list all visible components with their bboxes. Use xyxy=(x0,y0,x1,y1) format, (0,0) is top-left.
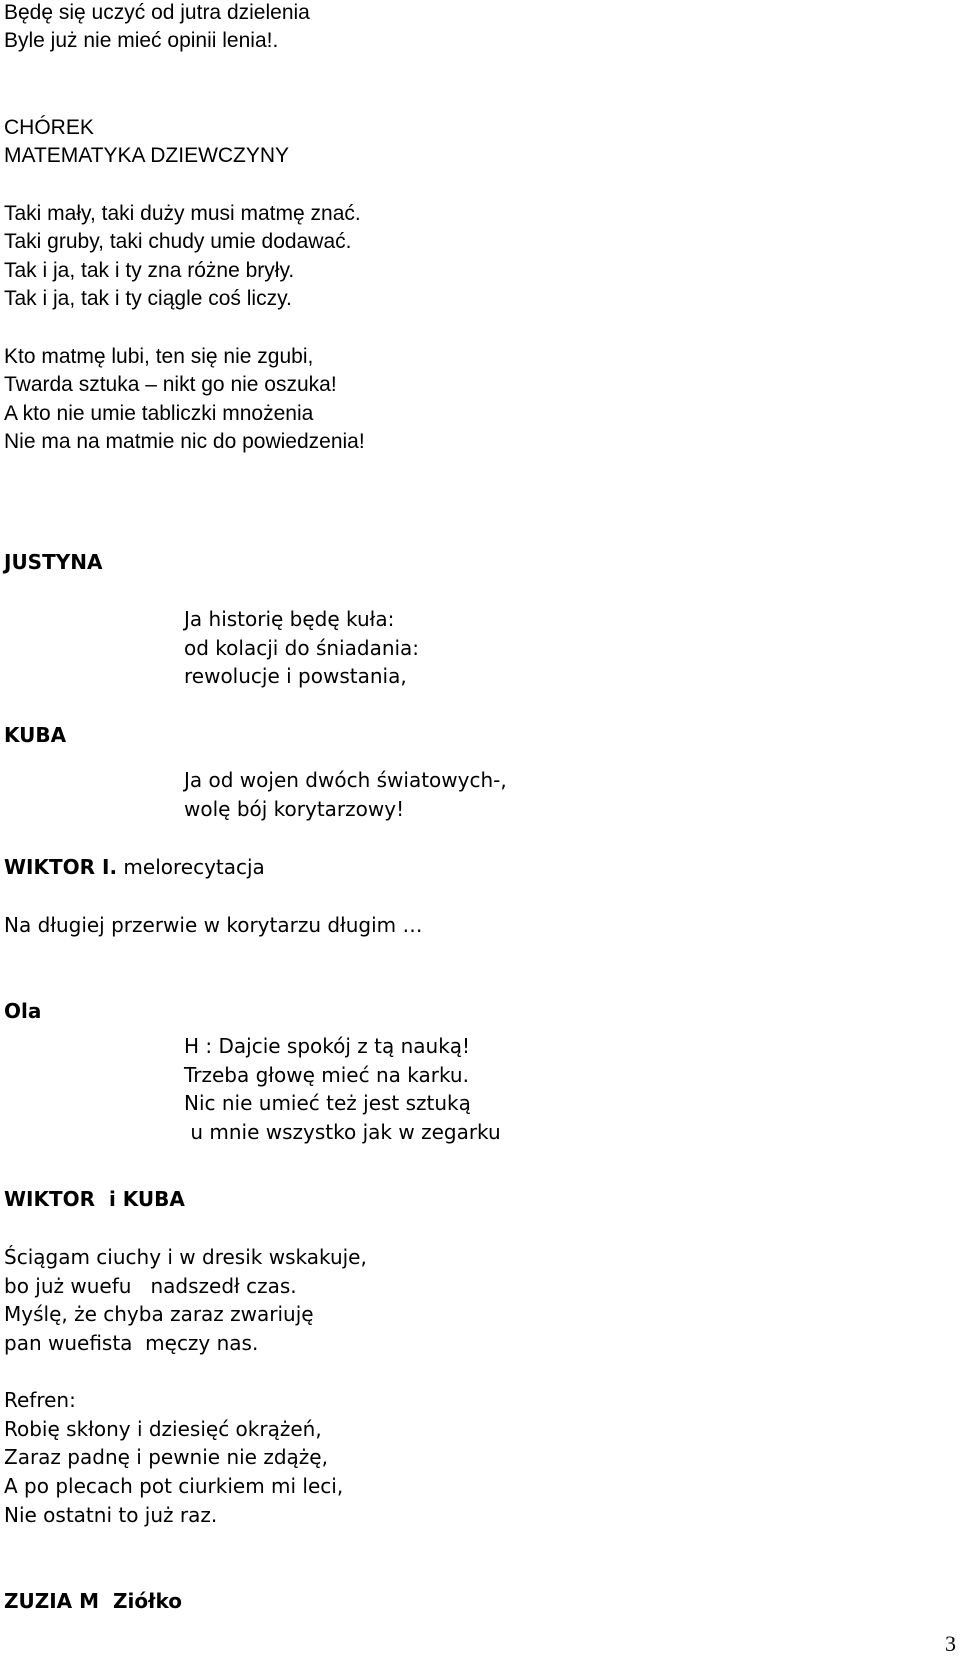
speaker-ola: Ola xyxy=(4,999,42,1023)
speaker-wiktor-row xyxy=(4,857,265,877)
speaker-wiktor-kuba: WIKTOR i KUBA xyxy=(4,1187,185,1211)
kuba-line-1: Ja od wojen dwóch światowych-, xyxy=(184,768,507,792)
justyna-line-2: od kolacji do śniadania: xyxy=(184,636,420,660)
intro-line-1: Będę się uczyć od jutra dzielenia xyxy=(4,1,310,24)
ola-line-1: H : Dajcie spokój z tą nauką! xyxy=(184,1034,471,1058)
wiktor-kuba-line-4: pan wuefista męczy nas. xyxy=(4,1331,259,1355)
section-subtitle-matematyka: MATEMATYKA DZIEWCZYNY xyxy=(4,144,290,167)
chorek-stanza2-line-4: Nie ma na matmie nic do powiedzenia! xyxy=(4,430,365,453)
intro-line-2: Byle już nie mieć opinii lenia!. xyxy=(4,29,279,52)
refrain-line-1: Robię skłony i dziesięć okrążeń, xyxy=(4,1417,322,1441)
chorek-stanza1-line-4: Tak i ja, tak i ty ciągle coś liczy. xyxy=(4,287,292,310)
ola-line-3: Nic nie umieć też jest sztuką xyxy=(184,1091,471,1115)
justyna-line-1: Ja historię będę kuła: xyxy=(184,607,395,631)
refrain-label: Refren: xyxy=(4,1388,76,1412)
speaker-kuba: KUBA xyxy=(4,723,67,747)
justyna-line-3: rewolucje i powstania, xyxy=(184,664,407,688)
section-title-chorek: CHÓREK xyxy=(4,116,94,139)
ola-line-4: u mnie wszystko jak w zegarku xyxy=(184,1120,501,1144)
speaker-justyna: JUSTYNA xyxy=(4,550,103,574)
ola-line-2: Trzeba głowę mieć na karku. xyxy=(184,1063,469,1087)
wiktor-kuba-line-1: Ściągam ciuchy i w dresik wskakuje, xyxy=(4,1245,367,1269)
refrain-line-2: Zaraz padnę i pewnie nie zdążę, xyxy=(4,1445,328,1469)
chorek-stanza2-line-3: A kto nie umie tabliczki mnożenia xyxy=(4,402,314,425)
chorek-stanza1-line-2: Taki gruby, taki chudy umie dodawać. xyxy=(4,230,352,253)
page-number: 3 xyxy=(945,1631,956,1656)
wiktor-kuba-line-2: bo już wuefu nadszedł czas. xyxy=(4,1274,297,1298)
kuba-line-2: wolę bój korytarzowy! xyxy=(184,797,405,821)
refrain-line-3: A po plecach pot ciurkiem mi leci, xyxy=(4,1474,344,1498)
wiktor-line: Na długiej przerwie w korytarzu długim … xyxy=(4,913,423,937)
chorek-stanza1-line-1: Taki mały, taki duży musi matmę znać. xyxy=(4,202,361,225)
wiktor-note: melorecytacja xyxy=(123,855,265,879)
refrain-line-4: Nie ostatni to już raz. xyxy=(4,1503,218,1527)
chorek-stanza2-line-2: Twarda sztuka – nikt go nie oszuka! xyxy=(4,373,337,396)
speaker-wiktor: WIKTOR I. xyxy=(4,855,118,879)
chorek-stanza2-line-1: Kto matmę lubi, ten się nie zgubi, xyxy=(4,345,314,368)
speaker-zuzia: ZUZIA M Ziółko xyxy=(4,1589,182,1613)
wiktor-kuba-line-3: Myślę, że chyba zaraz zwariuję xyxy=(4,1302,314,1326)
chorek-stanza1-line-3: Tak i ja, tak i ty zna różne bryły. xyxy=(4,259,295,282)
